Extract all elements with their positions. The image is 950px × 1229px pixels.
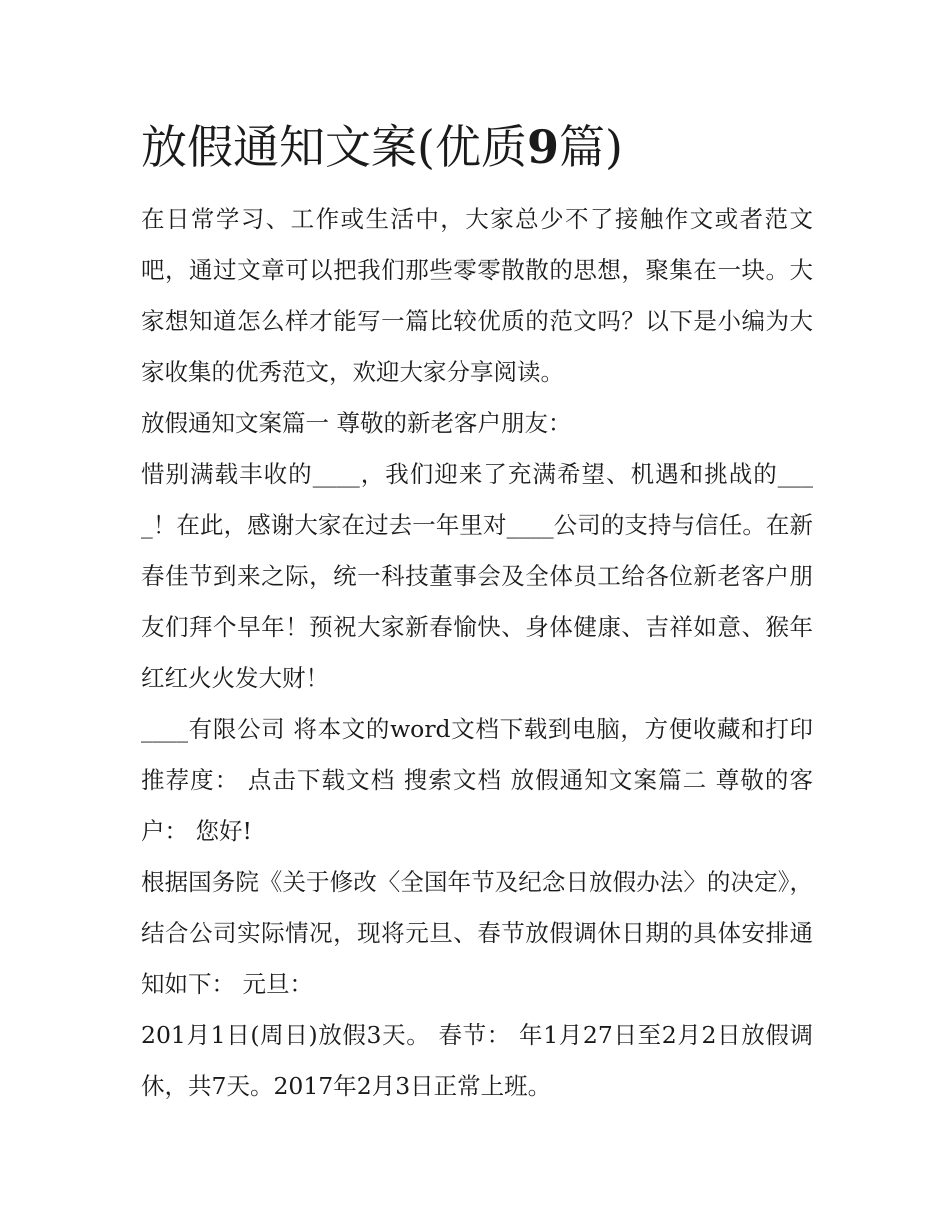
document-page [141,112,813,1112]
section-one-body: 惜别满载丰收的____，我们迎来了充满希望、机遇和挑战的____！在此，感谢大家在过去一年里对____公司的支持与信任。在新春佳节到来之际，统一科技董事会及全体员工给各位新老客户朋友们拜个早年！预祝大家新春愉快、身体健康、吉祥如意、猴年红红火火发大财！ [141,460,813,692]
section-one-heading: 放假通知文案篇一 尊敬的新老客户朋友： [141,409,572,437]
download-note-paragraph: ____有限公司 将本文的word文档下载到电脑，方便收藏和打印 推荐度： 点击下载文档 搜索文档 放假通知文案篇二 尊敬的客户： 您好! [141,715,813,845]
title-number: 9 [526,120,559,174]
notice-paragraph: 根据国务院《关于修改〈全国年节及纪念日放假办法〉的决定》，结合公司实际情况，现将元旦、春节放假调休日期的具体安排通知如下： 元旦： [141,868,813,998]
schedule-paragraph: 201月1日(周日)放假3天。 春节： 年1月27日至2月2日放假调休，共7天。2017年2月3日正常上班。 [141,1021,813,1100]
intro-paragraph: 在日常学习、工作或生活中，大家总少不了接触作文或者范文吧，通过文章可以把我们那些零零散散的思想，聚集在一块。大家想知道怎么样才能写一篇比较优质的范文吗？以下是小编为大家收集的优秀范文，欢迎大家分享阅读。 [141,205,813,386]
document-title [141,112,813,182]
title-prefix: 放假通知文案(优质 [141,120,527,174]
title-suffix: 篇) [558,120,623,174]
